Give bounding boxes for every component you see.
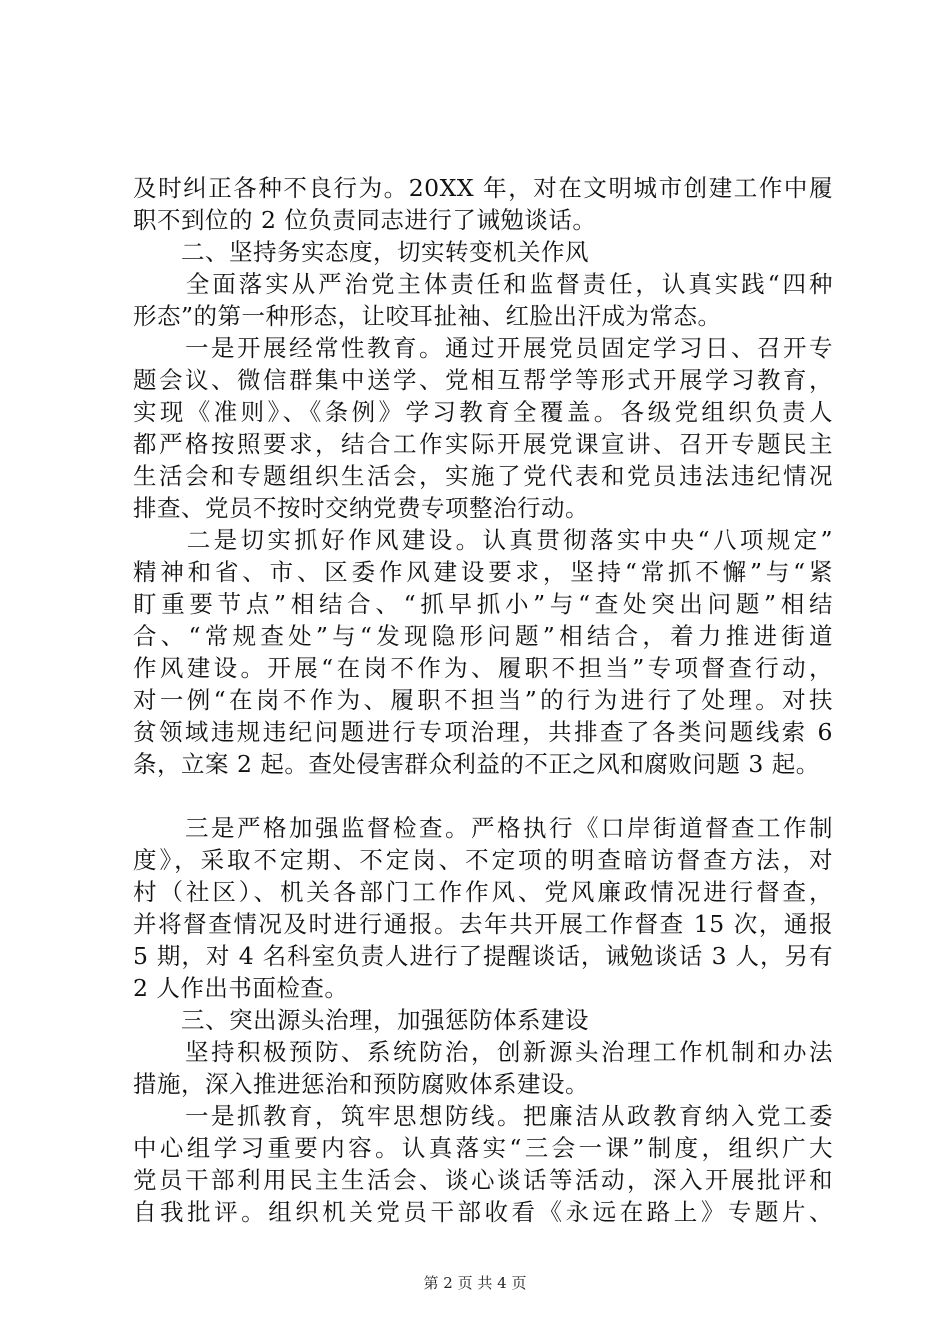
text-line: 实现《准则》、《条例》学习教育全覆盖。各级党组织负责人 [133,398,833,426]
text-line: 党员干部利用民主生活会、谈心谈话等活动，深入开展批评和 [133,1166,833,1194]
paragraph-gap [133,780,833,812]
text-line: 度》，采取不定期、不定岗、不定项的明查暗访督查方法，对 [133,846,833,874]
text-line: 措施，深入推进惩治和预防腐败体系建设。 [133,1070,589,1098]
text-line: 贫领域违规违纪问题进行专项治理，共排查了各类问题线索 6 [133,718,833,746]
text-line: 坚持积极预防、系统防治，创新源头治理工作机制和办法 [133,1038,833,1066]
text-line: 都严格按照要求，结合工作实际开展党课宣讲、召开专题民主 [133,430,833,458]
page-footer: 第 2 页 共 4 页 [423,1274,527,1292]
text-line: 合、“常规查处”与“发现隐形问题”相结合，着力推进街道 [133,622,833,650]
text-line: 及时纠正各种不良行为。20XX 年，对在文明城市创建工作中履 [133,174,833,202]
document-body [133,172,833,1228]
text-line: 题会议、微信群集中送学、党相互帮学等形式开展学习教育， [133,366,833,394]
text-line: 二、坚持务实态度，切实转变机关作风 [133,238,589,266]
text-line: 条，立案 2 起。查处侵害群众利益的不正之风和腐败问题 3 起。 [133,750,820,778]
text-line: 排查、党员不按时交纳党费专项整治行动。 [133,494,589,522]
text-line: 自我批评。组织机关党员干部收看《永远在路上》专题片、 [133,1198,833,1226]
text-line: 生活会和专题组织生活会，实施了党代表和党员违法违纪情况 [133,462,833,490]
text-line: 作风建设。开展“在岗不作为、履职不担当”专项督查行动， [133,654,833,682]
text-line: 三、突出源头治理，加强惩防体系建设 [133,1006,589,1034]
text-line: 盯重要节点”相结合、“抓早抓小”与“查处突出问题”相结 [133,590,833,618]
text-line: 全面落实从严治党主体责任和监督责任，认真实践“四种 [133,270,833,298]
text-line: 形态”的第一种形态，让咬耳扯袖、红脸出汗成为常态。 [133,302,722,330]
text-line: 对一例“在岗不作为、履职不担当”的行为进行了处理。对扶 [133,686,833,714]
text-line: 职不到位的 2 位负责同志进行了诫勉谈话。 [133,206,597,234]
text-line: 5 期，对 4 名科室负责人进行了提醒谈话，诫勉谈话 3 人，另有 [133,942,833,970]
text-line: 精神和省、市、区委作风建设要求，坚持“常抓不懈”与“紧 [133,558,833,586]
text-line: 三是严格加强监督检查。严格执行《口岸街道督查工作制 [133,814,833,842]
text-line: 一是开展经常性教育。通过开展党员固定学习日、召开专 [133,334,833,362]
text-line: 2 人作出书面检查。 [133,974,349,1002]
text-line: 二是切实抓好作风建设。认真贯彻落实中央“八项规定” [133,526,833,554]
text-line: 并将督查情况及时进行通报。去年共开展工作督查 15 次，通报 [133,910,833,938]
text-line: 中心组学习重要内容。认真落实“三会一课”制度，组织广大 [133,1134,833,1162]
text-line: 一是抓教育，筑牢思想防线。把廉洁从政教育纳入党工委 [133,1102,833,1130]
text-line: 村（社区）、机关各部门工作作风、党风廉政情况进行督查， [133,878,833,906]
